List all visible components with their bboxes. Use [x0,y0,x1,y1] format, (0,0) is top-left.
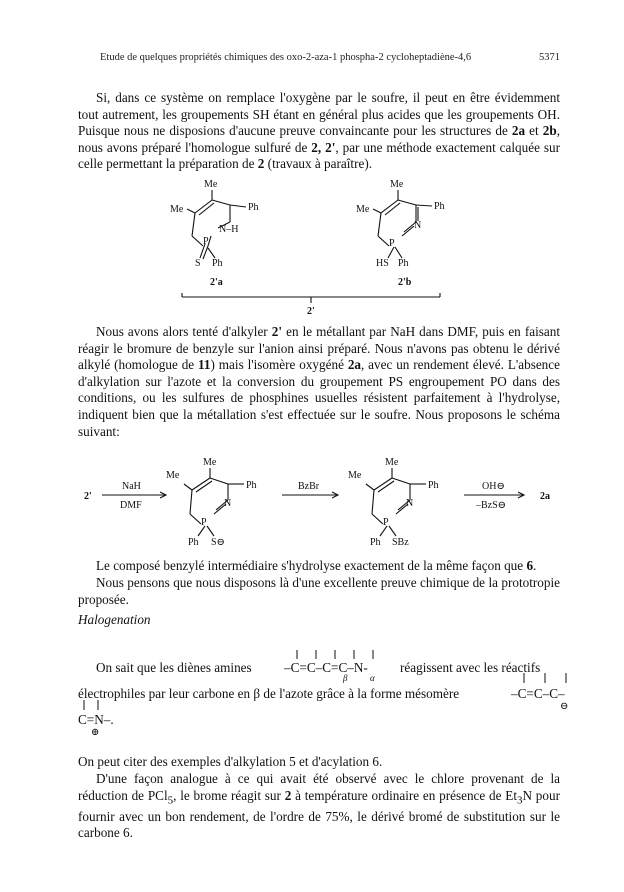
compound-ref: 2b [542,123,557,139]
para1-text: , par une méthode exactement calquée sur celle permettant la préparation de [78,139,560,172]
para5-text: D'une façon analogue à ce qui avait été observé avec le chlore provenant de la réduction de PCl [78,771,560,803]
formula-diene-amine: –C=C–C=C–N- [284,660,368,675]
charge-minus: ⊖ [560,701,569,712]
beta-label: β [343,673,348,683]
para1-text: , nous avons préparé l'homologue sulfuré de [78,123,560,155]
para3-text: Le composé benzylé intermédiaire s'hydrolyse exactement de la même façon que [96,558,527,573]
start-compound: 2' [84,491,92,502]
para2-text: Nous avons alors tenté d'alkyler [96,324,272,339]
thiolate-label: S⊖ [211,537,225,548]
para5-text: à température ordinaire en présence de Et [291,787,517,803]
sulfur-label: S [195,258,201,269]
solvent-dmf: DMF [120,500,142,511]
phosphorus-label: P [383,517,389,528]
nh-label: N–H [219,224,239,235]
phenyl-label: Ph [370,537,381,548]
paragraph-bromination [78,771,560,842]
compound-ref: 2, 2' [311,139,336,155]
phenyl-label: Ph [428,480,439,491]
text-electrophiles: électrophiles par leur carbone en β de l'azote grâce à la forme mésomère [78,686,460,701]
compound-label-2a: 2'a [210,277,223,288]
para1-text: (travaux à paraître). [264,156,373,172]
compound-ref: 6 [526,558,534,573]
para5-text: , le brome réagit sur [173,787,285,803]
alpha-label: α [370,673,375,683]
methyl-label: Me [390,179,404,190]
compound-label-2b: 2'b [398,277,412,288]
para3-text: . [533,558,537,573]
text-react-with: réagissent avec les réactifs [400,660,541,675]
paragraph-prototropy: Nous pensons que nous disposons là d'une excellente preuve chimique de la prototropie proposée. [78,575,560,607]
phenyl-label: Ph [246,480,257,491]
compound-ref: 2 [257,156,265,172]
paragraph-examples: On peut citer des exemples d'alkylation 5 et d'acylation 6. [78,754,383,769]
phenyl-label: Ph [188,537,199,548]
methyl-label: Me [166,470,180,481]
para2-text: , avec un rendement élevé. L'absence d'alkylation sur l'azote et la conversion du groupement PS engroupement PO dans des conditions, ou les sulfures de phosphines usuelles résistent parfaitement à l'hydrolyse, indiquent bien que la métallation s'est effectuée sur le soufre. Nous proposons le schéma suivant: [78,357,560,439]
para1-text: et [525,123,543,139]
product-compound: 2a [540,491,550,502]
para2-text: en le métallant par NaH dans DMF, puis en faisant réagir le bromure de benzyle sur l'anion ainsi préparé. Nous n'avons pas obtenu le dérivé alkylé (homologue de [78,324,560,373]
phenyl-label: Ph [212,258,223,269]
methyl-label: Me [170,204,184,215]
formula-mesomer-part1: –C=C–C– [511,686,565,701]
reagent-bzbr: BzBr [298,481,320,492]
leaving-group: –BzS⊖ [476,500,507,511]
phosphorus-label: P [201,517,207,528]
page-number: 5371 [539,52,560,63]
compound-ref: 11 [198,357,211,373]
text-diene-amines: On sait que les diènes amines [96,660,252,675]
thiol-label: HS [376,258,389,269]
para5-text: N pour fournir avec un bon rendement, de l'ordre de 75%, le dérivé bromé de substitution sur le carbone 6. [78,787,560,841]
compound-label-2prime: 2' [307,306,315,317]
reagent-hydroxide: OH⊖ [482,481,505,492]
compound-ref: 2 [284,787,292,803]
para1-text: Si, dans ce système on remplace l'oxygène par le soufre, il peut en être évidemment tout autrement, les groupements SH étant en général plus acides que les groupements OH. Puisque nous ne disposions d'aucune preuve convaincante pour les structures de [78,90,560,139]
phenyl-label: Ph [248,202,259,213]
benzylthio-label: SBz [392,537,409,548]
phenyl-label: Ph [434,201,445,212]
para2-text: ) mais l'isomère oxygéné [210,357,348,373]
compound-ref: 2' [271,324,283,339]
formula-mesomer-part2: C=N–. [78,712,114,727]
section-heading: Halogenation [78,612,151,627]
methyl-label: Me [203,457,217,468]
phosphorus-label: P [389,238,395,249]
reagent-nah: NaH [122,481,141,492]
nitrogen-label: N [414,220,422,231]
subscript: 5 [167,794,174,807]
methyl-label: Me [204,179,218,190]
methyl-label: Me [356,204,370,215]
phosphorus-label: P [203,236,209,247]
subscript: 3 [517,794,523,807]
charge-plus: ⊕ [91,727,100,738]
compound-ref: 2a [511,123,526,139]
compound-ref: 2a [347,357,361,373]
methyl-label: Me [385,457,399,468]
methyl-label: Me [348,470,362,481]
header-title: Etude de quelques propriétés chimiques des oxo-2-aza-1 phospha-2 cycloheptadiène-4,6 [100,52,472,63]
nitrogen-label: N [406,498,414,509]
phenyl-label: Ph [398,258,409,269]
nitrogen-label: N [224,498,232,509]
